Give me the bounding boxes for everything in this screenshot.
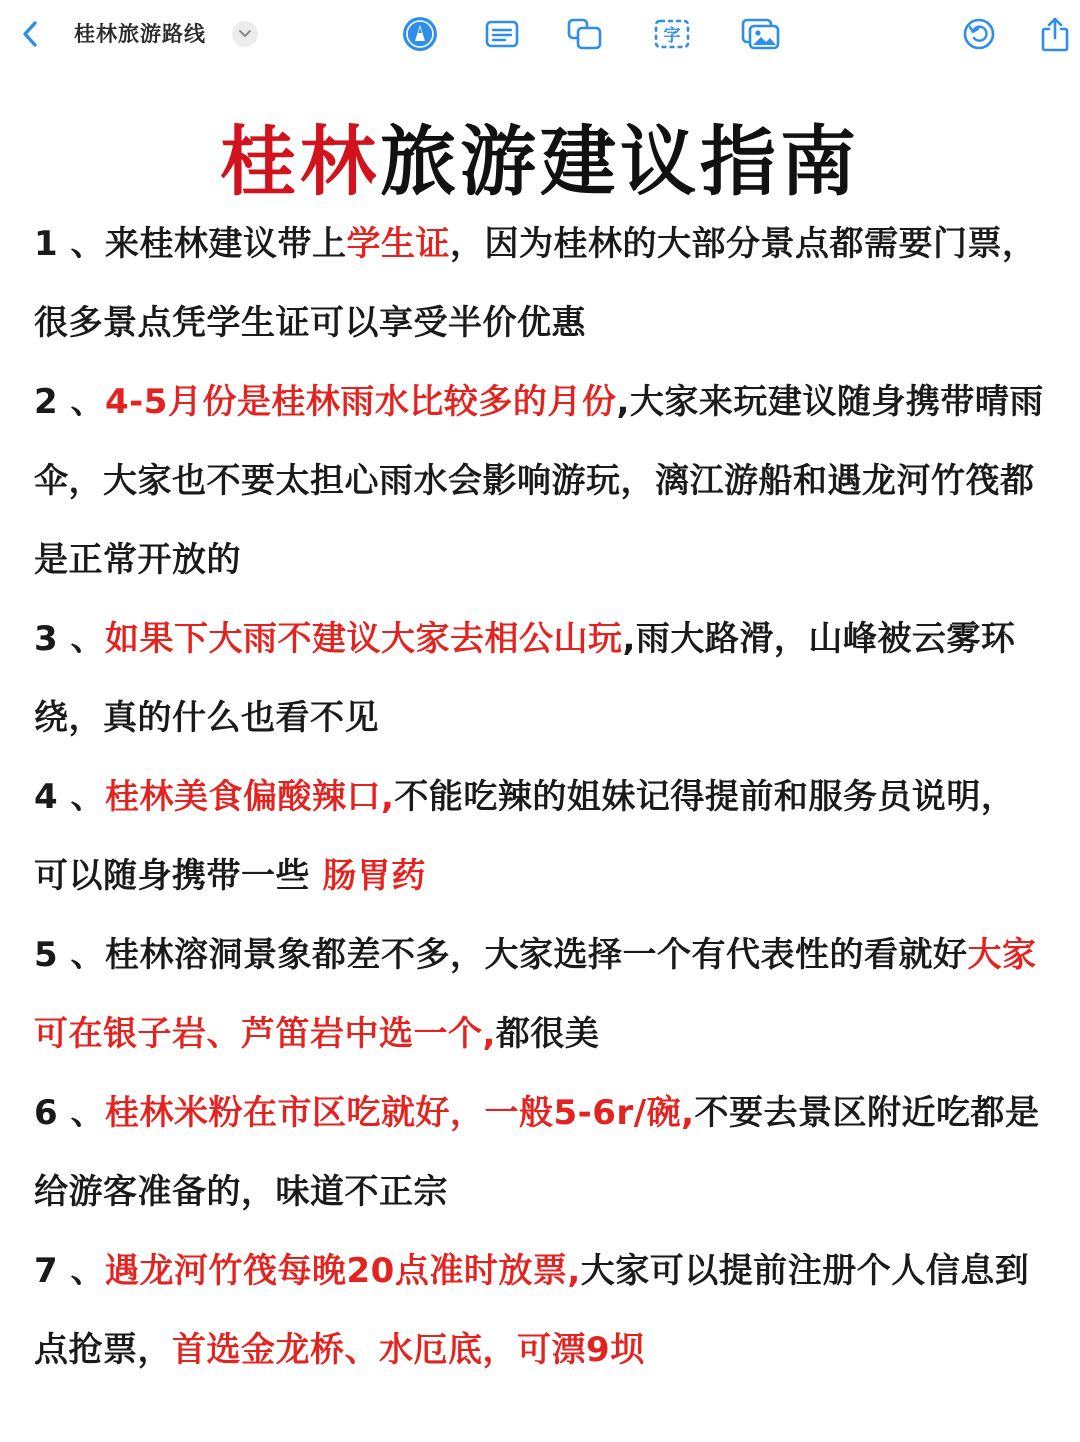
tip-text: 6 、 [34, 1093, 105, 1133]
tip-text: ,大家来玩建议随身携带晴雨伞，大家也不要太担心雨水会影响游玩，漓江游船和遇龙河竹筏都是正常开放的 [34, 382, 1044, 580]
tip-highlight-text: 如果下大雨不建议大家去相公山玩 [105, 619, 623, 659]
share-icon [1038, 15, 1072, 53]
top-toolbar [0, 0, 1080, 70]
tip-highlight-text: 首选金龙桥、水厄底，可漂9坝 [172, 1330, 645, 1370]
page-title-red: 桂林 [220, 117, 380, 206]
chevron-down-icon [238, 29, 252, 39]
tip-text: 2 、 [34, 382, 105, 422]
tip-text: 不要去景区附近吃都是给游客准备的，味道不正宗 [34, 1093, 1040, 1212]
tip-highlight-text: 学生证 [346, 224, 450, 264]
tip-text: ，因为桂林的大部分景点都需要门票，很多景点凭学生证可以享受半价优惠 [34, 224, 1037, 343]
chevron-left-icon [21, 20, 39, 48]
text-tool-button[interactable] [651, 14, 693, 54]
image-tool-button[interactable] [740, 14, 782, 54]
undo-button[interactable] [958, 14, 1000, 54]
tip-paragraph [34, 363, 1048, 600]
share-button[interactable] [1034, 14, 1076, 54]
tip-highlight-text: 桂林美食偏酸辣口, [105, 777, 395, 817]
document-title[interactable]: 桂林旅游路线 [74, 22, 206, 46]
tip-text: 都很美 [495, 1014, 600, 1054]
tip-paragraph [34, 1232, 1048, 1390]
page-title [0, 112, 1080, 212]
tip-paragraph [34, 1074, 1048, 1232]
tip-text: 4 、 [34, 777, 105, 817]
tip-text: 大家可以提前注册个人信息到点抢票， [34, 1251, 1030, 1370]
tip-highlight-text: 桂林米粉在市区吃就好，一般5-6r/碗, [105, 1093, 695, 1133]
tip-highlight-text: 4-5月份是桂林雨水比较多的月份 [105, 382, 617, 422]
tip-highlight-text: 肠胃药 [322, 856, 426, 896]
undo-icon [961, 16, 997, 52]
text-char-icon [653, 17, 691, 51]
tip-text: 7 、 [34, 1251, 105, 1291]
shapes-icon [566, 16, 604, 52]
shapes-tool-button[interactable] [564, 14, 606, 54]
tips-list [34, 205, 1048, 1390]
back-button[interactable] [14, 16, 46, 52]
page-title-black: 旅游建议指南 [380, 117, 860, 206]
tip-text: ,雨大路滑，山峰被云雾环绕，真的什么也看不见 [34, 619, 1016, 738]
pen-tool-button[interactable] [399, 14, 441, 54]
tip-text: 不能吃辣的姐妹记得提前和服务员说明，可以随身携带一些 [34, 777, 1016, 896]
image-icon [740, 16, 782, 52]
title-dropdown-button[interactable] [232, 21, 258, 47]
tip-highlight-text: 遇龙河竹筏每晚20点准时放票, [105, 1251, 581, 1291]
text-box-icon [484, 18, 520, 50]
tip-text: 1 、来桂林建议带上 [34, 224, 347, 264]
pen-icon [400, 14, 440, 54]
tip-paragraph [34, 758, 1048, 916]
tip-highlight-text: 大家可在银子岩、芦笛岩中选一个, [34, 935, 1037, 1054]
text-box-tool-button[interactable] [481, 14, 523, 54]
tip-text: 5 、桂林溶洞景象都差不多，大家选择一个有代表性的看就好 [34, 935, 968, 975]
tip-paragraph [34, 916, 1048, 1074]
tip-paragraph [34, 205, 1048, 363]
tip-paragraph [34, 600, 1048, 758]
text-tool-glyph: 字 [663, 26, 681, 46]
tip-text: 3 、 [34, 619, 105, 659]
